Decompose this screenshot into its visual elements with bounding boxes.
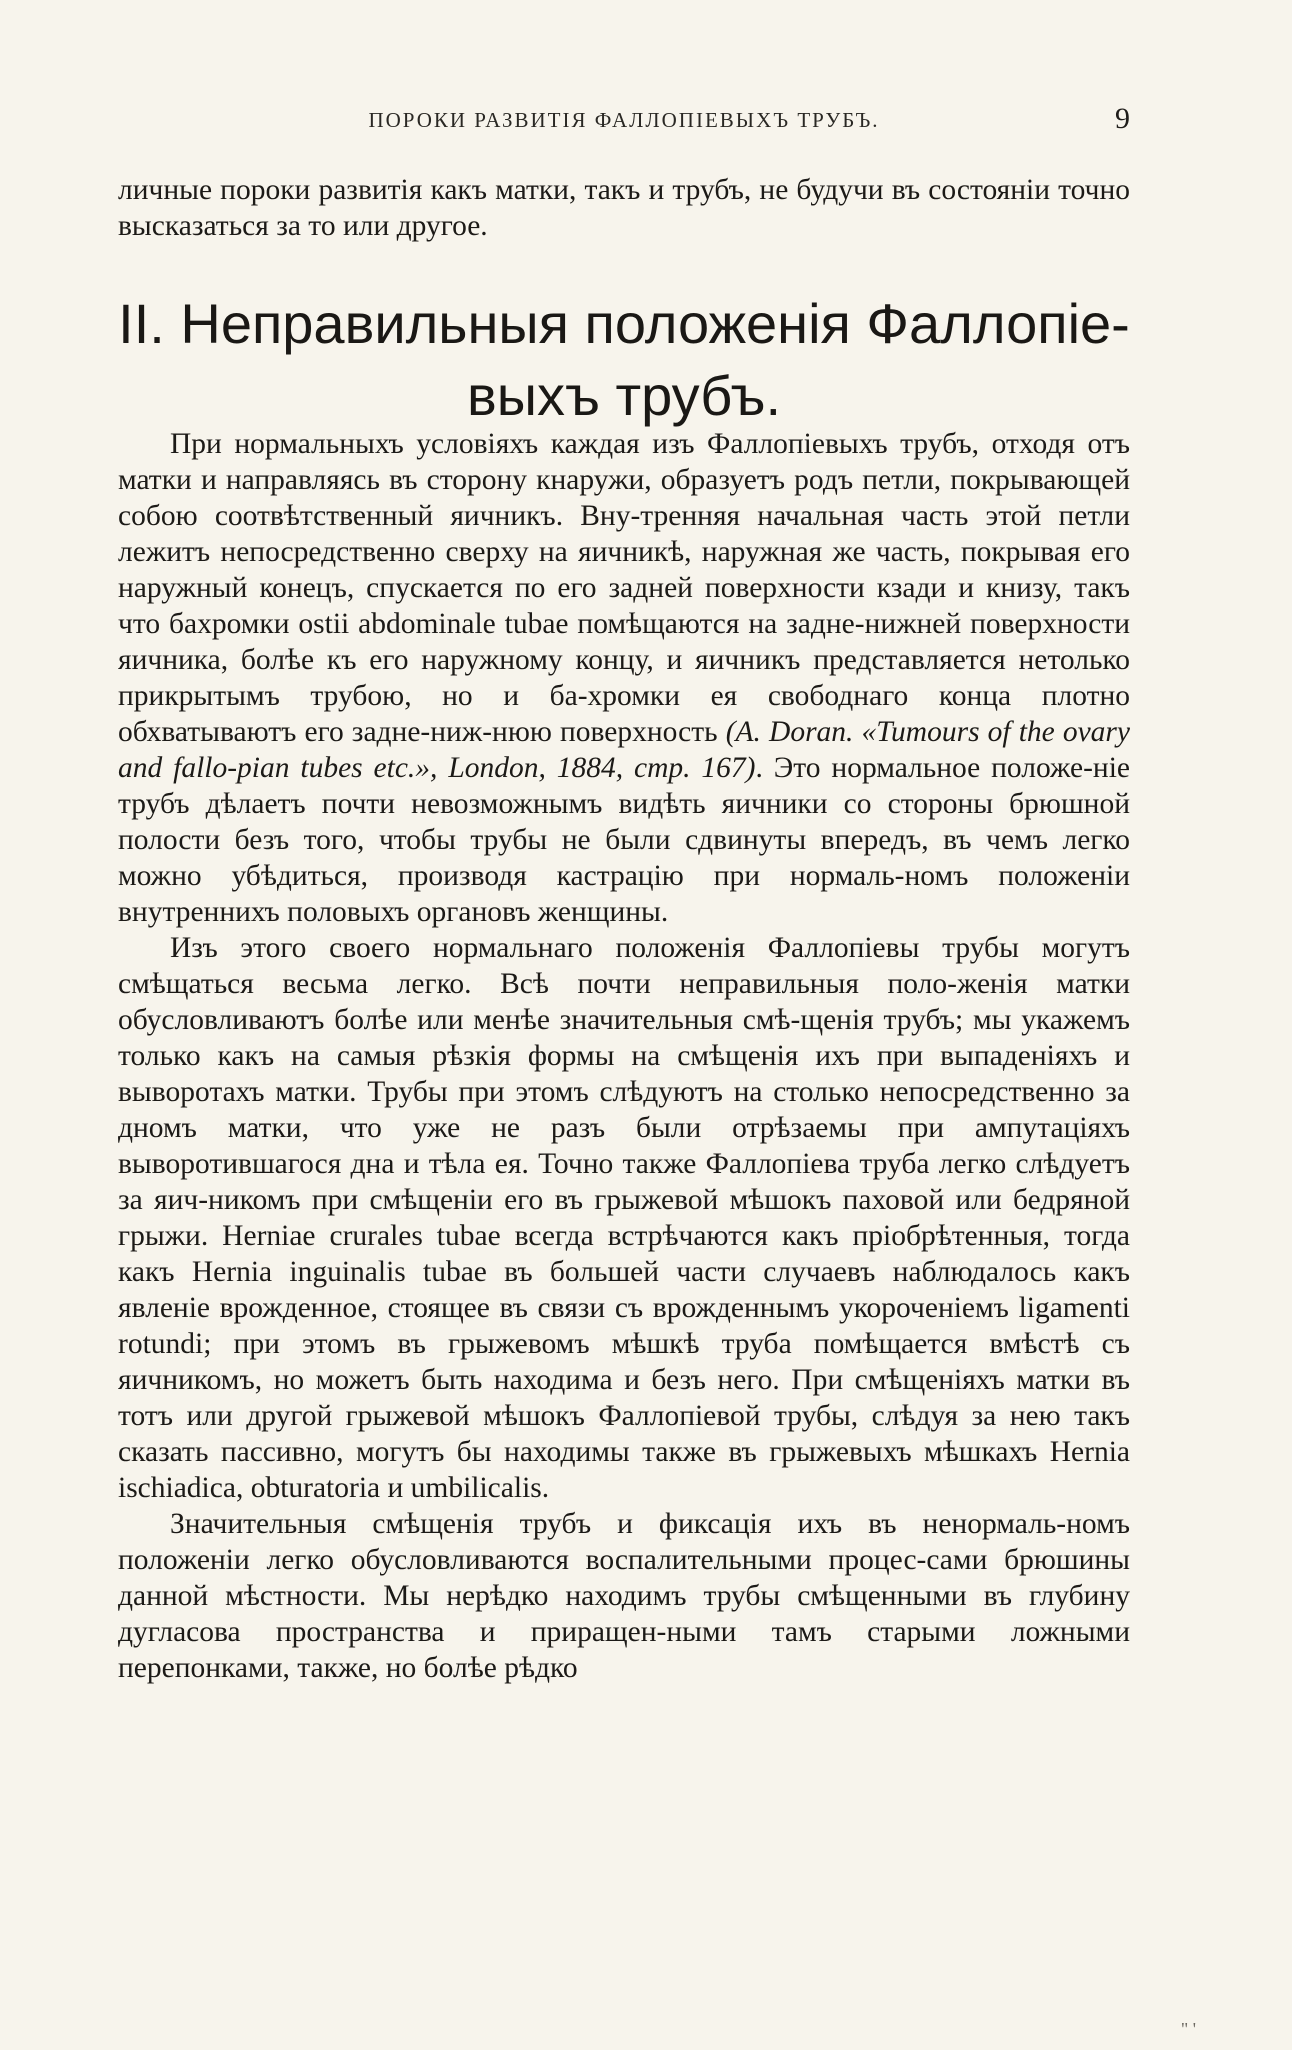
- section-heading-line-1: II. Неправильныя положенія Фаллопіе-: [118, 292, 1130, 355]
- paragraph-normal-position: [118, 426, 1130, 930]
- running-header: [118, 102, 1130, 138]
- corner-mark: " ': [1180, 2019, 1196, 2039]
- section-heading-line-2: выхъ трубъ.: [466, 364, 782, 427]
- citation: (A. Doran. «Tumours of the ovary and fallo-pian tubes etc.», London, 1884, стр. 167): [118, 716, 1131, 784]
- paragraph-text: . Это нормальное положе-ніе трубъ дѣлаетъ почти невозможнымъ видѣть яичники со стороны брюшной полости безъ того, чтобы трубы не были сдвинуты впередъ, въ чемъ легко можно убѣдиться, производя кастрацію при нормаль-номъ положеніи внутреннихъ половыхъ органовъ женщины.: [118, 752, 1130, 928]
- body-text: [118, 426, 1130, 1686]
- section-heading: [118, 288, 1130, 432]
- paragraph-inflammation: Значительныя смѣщенія трубъ и фиксація ихъ въ ненормаль-номъ положеніи легко обусловливаются воспалительными процес-сами брюшины данной мѣстности. Мы нерѣдко находимъ трубы смѣщенными въ глубину дугласова пространства и приращен-ными тамъ старыми ложными перепонками, также, но болѣе рѣдко: [118, 1508, 1130, 1684]
- paragraph-displacement: Изъ этого своего нормальнаго положенія Фаллопіевы трубы могутъ смѣщаться весьма легко. Всѣ почти неправильныя поло-женія матки обусловливаютъ болѣе или менѣе значительныя смѣ-щенія трубъ; мы укажемъ только какъ на самыя рѣзкія формы на смѣщенія ихъ при выпаденіяхъ и выворотахъ матки. Трубы при этомъ слѣдуютъ на столько непосредственно за дномъ матки, что уже не разъ были отрѣзаемы при ампутаціяхъ выворотившагося дна и тѣла ея. Точно также Фаллопіева труба легко слѣдуетъ за яич-никомъ при смѣщеніи его въ грыжевой мѣшокъ паховой или бедряной грыжи. Herniae crurales tubae всегда встрѣчаются какъ пріобрѣтенныя, тогда какъ Hernia inguinalis tubae въ большей части случаевъ наблюдалось какъ явленіе врожденное, стоящее въ связи съ врожденнымъ укороченіемъ ligamenti rotundi; при этомъ въ грыжевомъ мѣшкѣ труба помѣщается вмѣстѣ съ яичникомъ, но можетъ быть находима и безъ него. При смѣщеніяхъ матки въ тотъ или другой грыжевой мѣшокъ Фаллопіевой трубы, слѣдуя за нею такъ сказать пассивно, могутъ бы находимы также въ грыжевыхъ мѣшкахъ Hernia ischiadica, obturatoria и umbilicalis.: [118, 932, 1130, 1504]
- running-title: ПОРОКИ РАЗВИТІЯ ФАЛЛОПІЕВЫХЪ ТРУБЪ.: [368, 108, 880, 132]
- intro-paragraph: личные пороки развитія какъ матки, такъ и трубъ, не будучи въ состояніи точно высказаться за то или другое.: [118, 174, 1130, 242]
- paragraph-text: При нормальныхъ условіяхъ каждая изъ Фаллопіевыхъ трубъ, отходя отъ матки и направляясь въ сторону кнаружи, образуетъ родъ петли, покрывающей собою соотвѣтственный яичникъ. Вну-тренняя начальная часть этой петли лежитъ непосредственно сверху на яичникѣ, наружная же часть, покрывая его наружный конецъ, спускается по его задней поверхности кзади и книзу, такъ что бахромки ostii abdominale tubae помѣщаются на задне-нижней поверхности яичника, болѣе къ его наружному концу, и яичникъ представляется нетолько прикрытымъ трубою, но и ба-хромки ея свободнаго конца плотно обхватываютъ его задне-ниж-нюю поверхность: [118, 428, 1130, 748]
- page-number: 9: [1115, 102, 1130, 135]
